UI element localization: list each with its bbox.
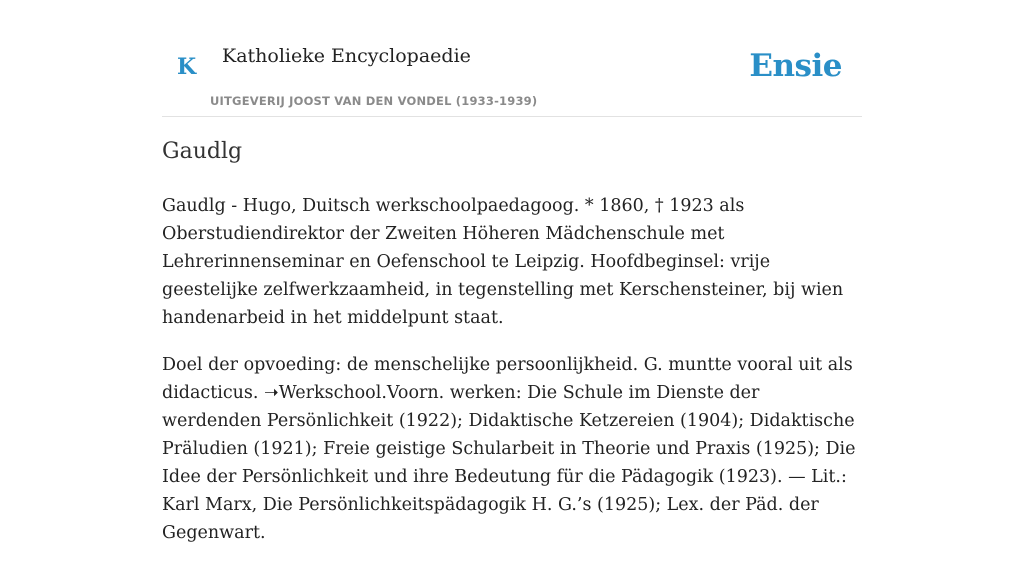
article-title: Gaudlg bbox=[162, 139, 243, 164]
werkschool-link[interactable]: ➝Werkschool. bbox=[264, 383, 387, 403]
paragraph-text: Doel der opvoeding: de menschelijke persoonlijkheid. G. muntte vooral uit als didacticus. bbox=[162, 355, 853, 403]
paragraph: Gaudlg - Hugo, Duitsch werkschoolpaedagoog. * 1860, † 1923 als Oberstudiendirektor der Zweiten Höheren Mädchenschule met Lehrerinnenseminar en Oefenschool te Leipzig. Hoofdbeginsel: vrije geestelijke zelfwerkzaamheid, in tegenstelling met Kerschensteiner, bij wien handenarbeid in het middelpunt staat. bbox=[162, 196, 844, 328]
article-body bbox=[162, 192, 862, 566]
paragraph-text: Voorn. werken: Die Schule im Dienste der werdenden Persönlichkeit (1922); Didaktische Ketzereien (1904); Didaktische Präludien (1921); Freie geistige Schularbeit in Theorie und Praxis (1925); Die Idee der Persönlichkeit und ihre Bedeutung für die Pädagogik (1923). — Lit.: Karl Marx, Die Persönlichkeitspädagogik H. G.’s (1925); Lex. der Päd. der Gegenwart. bbox=[162, 383, 856, 543]
site-title[interactable]: Katholieke Encyclopaedie bbox=[222, 45, 471, 67]
site-header bbox=[162, 0, 862, 117]
logo-icon[interactable]: K bbox=[177, 54, 197, 80]
paragraph bbox=[162, 351, 862, 547]
brand-logo-link[interactable]: Ensie bbox=[749, 48, 842, 84]
site-subtitle: UITGEVERIJ JOOST VAN DEN VONDEL (1933-1939) bbox=[210, 94, 538, 108]
page bbox=[162, 0, 862, 543]
